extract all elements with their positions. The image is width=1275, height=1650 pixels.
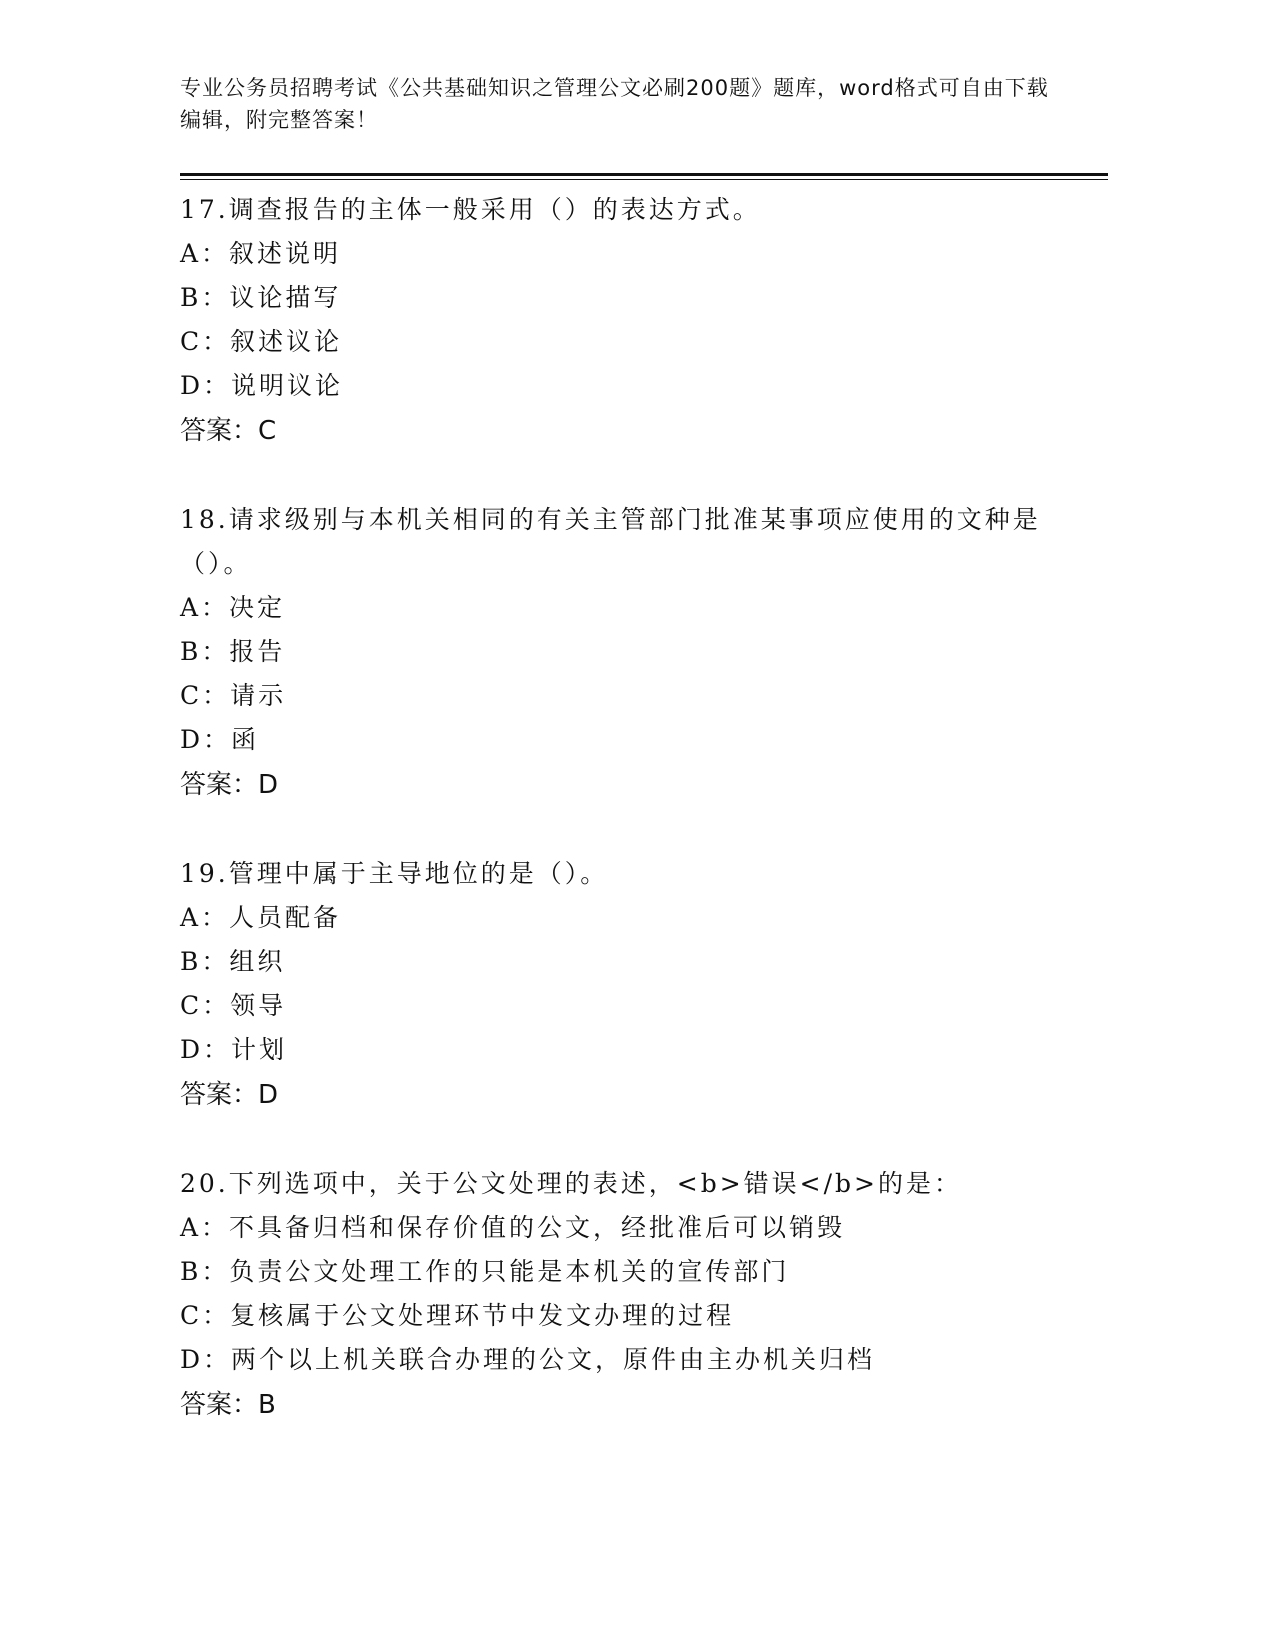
question-17: [180, 188, 1120, 454]
question-stem: 20.下列选项中，关于公文处理的表述，<b>错误</b>的是：: [180, 1169, 962, 1198]
question-list: [180, 188, 1120, 1472]
answer-line: 答案：D: [180, 1080, 279, 1110]
header-divider-thin: [180, 179, 1108, 180]
option-d: D：函: [180, 725, 260, 754]
question-20: [180, 1162, 1120, 1428]
option-b: B：负责公文处理工作的只能是本机关的宣传部门: [180, 1257, 790, 1286]
option-a: A：决定: [180, 593, 286, 622]
header-divider-thick: [180, 173, 1108, 176]
option-d: D：计划: [180, 1035, 288, 1064]
option-c: C：叙述议论: [180, 327, 343, 356]
option-d: D：说明议论: [180, 371, 344, 400]
answer-line: 答案：D: [180, 770, 279, 800]
question-stem: 18.请求级别与本机关相同的有关主管部门批准某事项应使用的文种是（）。: [180, 505, 1041, 578]
option-b: B：报告: [180, 637, 286, 666]
option-c: C：复核属于公文处理环节中发文办理的过程: [180, 1301, 735, 1330]
option-a: A：不具备归档和保存价值的公文，经批准后可以销毁: [180, 1213, 846, 1242]
option-a: A：人员配备: [180, 903, 342, 932]
answer-line: 答案：B: [180, 1390, 276, 1420]
option-d: D：两个以上机关联合办理的公文，原件由主办机关归档: [180, 1345, 876, 1374]
option-a: A：叙述说明: [180, 239, 342, 268]
option-b: B：议论描写: [180, 283, 342, 312]
question-stem: 17.调查报告的主体一般采用（）的表达方式。: [180, 195, 761, 224]
document-header: 专业公务员招聘考试《公共基础知识之管理公文必刷200题》题库，word格式可自由下载编辑，附完整答案！: [180, 76, 1049, 132]
option-b: B：组织: [180, 947, 286, 976]
option-c: C：领导: [180, 991, 287, 1020]
answer-line: 答案：C: [180, 416, 277, 446]
question-18: [180, 498, 1120, 808]
option-c: C：请示: [180, 681, 287, 710]
question-19: [180, 852, 1120, 1118]
question-stem: 19.管理中属于主导地位的是（）。: [180, 859, 609, 888]
